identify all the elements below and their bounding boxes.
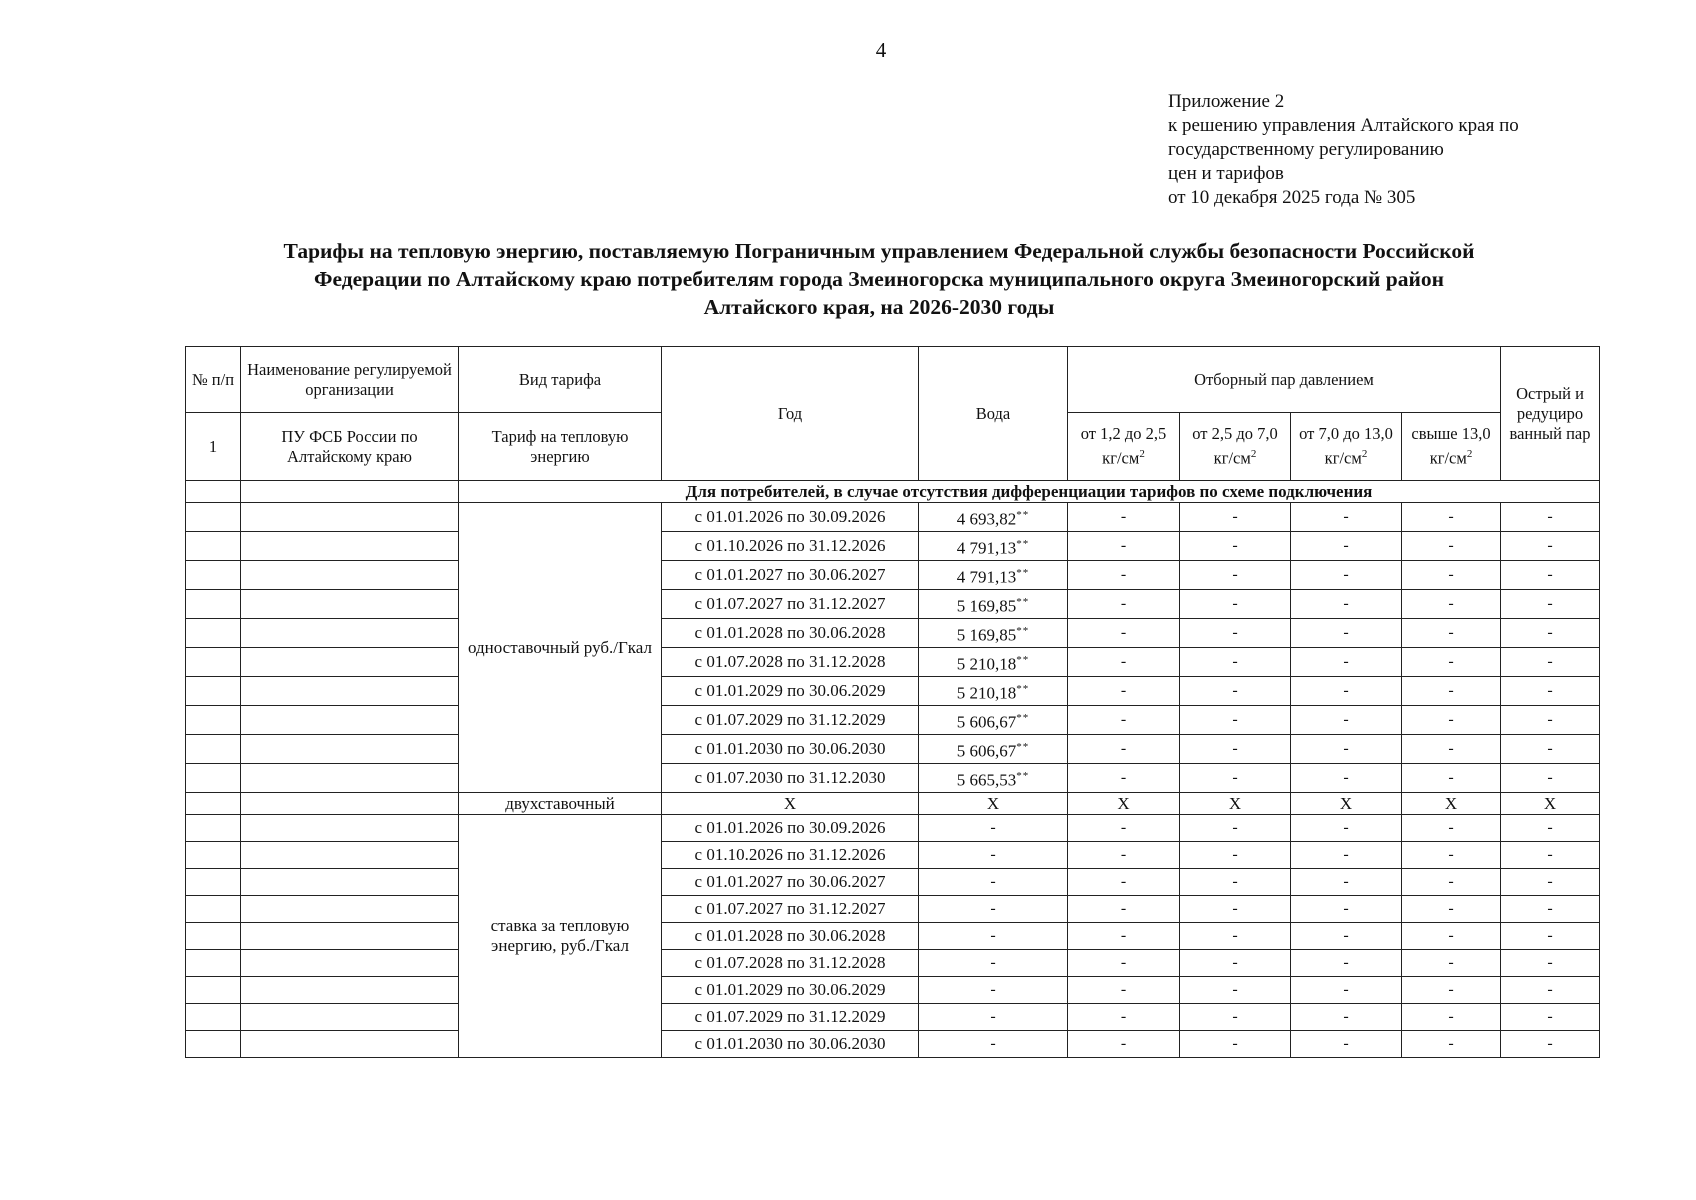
empty-cell (186, 896, 241, 923)
superscript: 2 (1139, 448, 1145, 461)
table-row (186, 1031, 1600, 1058)
empty-cell (241, 950, 459, 977)
empty-cell (186, 923, 241, 950)
table-row (186, 619, 1600, 648)
period-cell: с 01.01.2026 по 30.09.2026 (662, 503, 919, 532)
dash-cell: - (1501, 619, 1600, 648)
dash-cell: - (1180, 896, 1291, 923)
dash-cell: - (1180, 842, 1291, 869)
water-value-cell (919, 532, 1068, 561)
title-line: Тарифы на тепловую энергию, поставляемую Пограничным управлением Федеральной службы безопасности Российской (283, 239, 1475, 263)
period-cell: с 01.01.2027 по 30.06.2027 (662, 561, 919, 590)
period-cell: с 01.01.2030 по 30.06.2030 (662, 735, 919, 764)
water-value: 5 665,53 (956, 770, 1017, 790)
dash-cell: - (1291, 706, 1402, 735)
dash-cell: - (1402, 561, 1501, 590)
empty-cell (186, 950, 241, 977)
table-row (186, 677, 1600, 706)
dash-cell: - (1068, 706, 1180, 735)
period-cell: с 01.07.2030 по 31.12.2030 (662, 764, 919, 793)
dash-cell: - (1291, 977, 1402, 1004)
dash-cell: - (1068, 869, 1180, 896)
x-cell: X (1501, 793, 1600, 815)
dash-cell: - (1180, 648, 1291, 677)
single-rate-label: одноставочный руб./Гкал (459, 503, 662, 793)
table-row (186, 648, 1600, 677)
dash-cell: - (1068, 1004, 1180, 1031)
dash-cell: - (1180, 503, 1291, 532)
empty-cell (241, 815, 459, 842)
dash-cell: - (1291, 619, 1402, 648)
empty-cell (186, 764, 241, 793)
dash-cell: - (1402, 619, 1501, 648)
empty-cell (241, 648, 459, 677)
dash-cell: - (1402, 896, 1501, 923)
footnote-mark: ** (1016, 566, 1030, 579)
empty-cell (241, 561, 459, 590)
dash-cell: - (1068, 735, 1180, 764)
footnote-mark: ** (1016, 508, 1030, 521)
header-steam-group: Отборный пар давлением (1068, 347, 1501, 413)
section-title: Для потребителей, в случае отсутствия дифференциации тарифов по схеме подключения (459, 481, 1600, 503)
x-cell: X (919, 793, 1068, 815)
footnote-mark: ** (1016, 711, 1030, 724)
org-tariff: Тариф на тепловую энергию (459, 413, 662, 481)
dash-cell: - (1068, 590, 1180, 619)
superscript: 2 (1466, 448, 1473, 461)
dash-cell: - (1501, 503, 1600, 532)
empty-cell (241, 735, 459, 764)
dash-cell: - (1501, 561, 1600, 590)
dash-cell: - (1068, 896, 1180, 923)
footnote-mark: ** (1016, 653, 1030, 666)
water-value: 5 169,85 (956, 625, 1017, 645)
x-cell: X (1402, 793, 1501, 815)
table-row (186, 923, 1600, 950)
dash-cell: - (1402, 590, 1501, 619)
dash-cell: - (919, 869, 1068, 896)
dash-cell: - (1291, 815, 1402, 842)
pressure-label: от 7,0 до 13,0 кг/см (1299, 424, 1393, 468)
dash-cell: - (1291, 590, 1402, 619)
dash-cell: - (1501, 842, 1600, 869)
dash-cell: - (1068, 950, 1180, 977)
footnote-mark: ** (1016, 624, 1030, 637)
empty-cell (186, 793, 241, 815)
footnote-mark: ** (1016, 682, 1030, 695)
page-number: 4 (875, 38, 887, 62)
appendix-line: от 10 декабря 2025 года № 305 (1168, 187, 1416, 208)
table-row (186, 793, 1600, 815)
water-value: 4 791,13 (956, 567, 1017, 587)
dash-cell: - (1291, 735, 1402, 764)
dash-cell: - (1068, 923, 1180, 950)
dash-cell: - (1402, 923, 1501, 950)
header-sharp-steam: Острый и редуциро ванный пар (1501, 347, 1600, 481)
dash-cell: - (1180, 590, 1291, 619)
water-value: 4 791,13 (956, 538, 1017, 558)
water-value-cell (919, 590, 1068, 619)
dash-cell: - (1291, 923, 1402, 950)
water-value: 5 210,18 (956, 683, 1017, 703)
header-pressure-4 (1402, 413, 1501, 481)
dash-cell: - (1402, 869, 1501, 896)
dash-cell: - (1291, 1004, 1402, 1031)
empty-cell (241, 532, 459, 561)
empty-cell (186, 735, 241, 764)
dash-cell: - (1180, 706, 1291, 735)
dash-cell: - (1180, 977, 1291, 1004)
dash-cell: - (919, 950, 1068, 977)
x-cell: X (662, 793, 919, 815)
dash-cell: - (1501, 1004, 1600, 1031)
period-cell: с 01.07.2028 по 31.12.2028 (662, 950, 919, 977)
dash-cell: - (1180, 815, 1291, 842)
empty-cell (241, 923, 459, 950)
dash-cell: - (1402, 735, 1501, 764)
dash-cell: - (1291, 1031, 1402, 1058)
table-row (186, 706, 1600, 735)
org-num: 1 (186, 413, 241, 481)
table-row (186, 896, 1600, 923)
dash-cell: - (1291, 764, 1402, 793)
empty-cell (241, 896, 459, 923)
dash-cell: - (1068, 977, 1180, 1004)
dash-cell: - (1068, 1031, 1180, 1058)
period-cell: с 01.07.2028 по 31.12.2028 (662, 648, 919, 677)
empty-cell (241, 677, 459, 706)
period-cell: с 01.01.2029 по 30.06.2029 (662, 977, 919, 1004)
dash-cell: - (1291, 842, 1402, 869)
empty-cell (186, 503, 241, 532)
empty-cell (241, 977, 459, 1004)
title-line: Алтайского края, на 2026-2030 годы (703, 295, 1055, 319)
dash-cell: - (1180, 923, 1291, 950)
footnote-mark: ** (1016, 769, 1030, 782)
period-cell: с 01.10.2026 по 31.12.2026 (662, 532, 919, 561)
empty-cell (241, 1031, 459, 1058)
dash-cell: - (1501, 977, 1600, 1004)
empty-cell (186, 561, 241, 590)
table-row (186, 950, 1600, 977)
water-value-cell (919, 706, 1068, 735)
empty-cell (241, 590, 459, 619)
table-row (186, 764, 1600, 793)
appendix-note (1168, 90, 1519, 210)
water-value-cell (919, 503, 1068, 532)
empty-cell (241, 869, 459, 896)
period-cell: с 01.10.2026 по 31.12.2026 (662, 842, 919, 869)
empty-cell (241, 503, 459, 532)
empty-cell (186, 1031, 241, 1058)
dash-cell: - (1501, 648, 1600, 677)
empty-cell (241, 481, 459, 503)
empty-cell (241, 1004, 459, 1031)
empty-cell (186, 590, 241, 619)
dash-cell: - (1068, 842, 1180, 869)
period-cell: с 01.01.2030 по 30.06.2030 (662, 1031, 919, 1058)
tariff-table (185, 346, 1600, 1058)
empty-cell (241, 842, 459, 869)
dash-cell: - (1402, 1031, 1501, 1058)
table-row (186, 1004, 1600, 1031)
empty-cell (241, 619, 459, 648)
table-row (186, 590, 1600, 619)
dash-cell: - (1501, 923, 1600, 950)
dash-cell: - (1402, 1004, 1501, 1031)
water-value: 4 693,82 (956, 509, 1017, 529)
dash-cell: - (1068, 648, 1180, 677)
dash-cell: - (1402, 977, 1501, 1004)
dash-cell: - (1291, 648, 1402, 677)
empty-cell (186, 481, 241, 503)
water-value: 5 169,85 (956, 596, 1017, 616)
dash-cell: - (1402, 706, 1501, 735)
empty-cell (241, 706, 459, 735)
period-cell: с 01.07.2029 по 31.12.2029 (662, 1004, 919, 1031)
appendix-line: государственному регулированию (1168, 139, 1444, 160)
dash-cell: - (1501, 590, 1600, 619)
dash-cell: - (1402, 532, 1501, 561)
header-year: Год (662, 347, 919, 481)
table-row (186, 503, 1600, 532)
empty-cell (241, 793, 459, 815)
empty-cell (186, 977, 241, 1004)
water-value: 5 606,67 (956, 741, 1017, 761)
water-value-cell (919, 648, 1068, 677)
empty-cell (241, 764, 459, 793)
table-row (186, 842, 1600, 869)
table-row (186, 869, 1600, 896)
dash-cell: - (1068, 561, 1180, 590)
dash-cell: - (1291, 950, 1402, 977)
empty-cell (186, 1004, 241, 1031)
dash-cell: - (1402, 815, 1501, 842)
water-value-cell (919, 619, 1068, 648)
dash-cell: - (1291, 503, 1402, 532)
superscript: 2 (1361, 448, 1368, 461)
water-value-cell (919, 677, 1068, 706)
dash-cell: - (1402, 842, 1501, 869)
dash-cell: - (1180, 950, 1291, 977)
appendix-line: цен и тарифов (1168, 163, 1284, 184)
dash-cell: - (1180, 764, 1291, 793)
heat-rate-label: ставка за тепловую энергию, руб./Гкал (459, 815, 662, 1058)
dash-cell: - (1501, 1031, 1600, 1058)
x-cell: X (1291, 793, 1402, 815)
dash-cell: - (1501, 764, 1600, 793)
dash-cell: - (1180, 561, 1291, 590)
empty-cell (186, 815, 241, 842)
superscript: 2 (1250, 448, 1257, 461)
dash-cell: - (1501, 735, 1600, 764)
dash-cell: - (1402, 648, 1501, 677)
dash-cell: - (1180, 619, 1291, 648)
two-rate-label: двухставочный (459, 793, 662, 815)
dash-cell: - (1180, 869, 1291, 896)
period-cell: с 01.01.2028 по 30.06.2028 (662, 619, 919, 648)
footnote-mark: ** (1016, 740, 1030, 753)
pressure-label: свыше 13,0 кг/см (1411, 424, 1491, 468)
empty-cell (186, 648, 241, 677)
empty-cell (186, 532, 241, 561)
dash-cell: - (1402, 503, 1501, 532)
period-cell: с 01.01.2029 по 30.06.2029 (662, 677, 919, 706)
footnote-mark: ** (1016, 595, 1030, 608)
x-cell: X (1180, 793, 1291, 815)
dash-cell: - (1180, 677, 1291, 706)
table-row (186, 532, 1600, 561)
water-value: 5 210,18 (956, 654, 1017, 674)
header-pressure-1 (1068, 413, 1180, 481)
dash-cell: - (1501, 869, 1600, 896)
empty-cell (186, 842, 241, 869)
period-cell: с 01.07.2029 по 31.12.2029 (662, 706, 919, 735)
header-org: Наименование регулируемой организации (241, 347, 459, 413)
dash-cell: - (1291, 532, 1402, 561)
dash-cell: - (1402, 950, 1501, 977)
water-value-cell (919, 735, 1068, 764)
dash-cell: - (1501, 896, 1600, 923)
title-line: Федерации по Алтайскому краю потребителям города Змеиногорска муниципального округа Змеиногорский район (314, 267, 1444, 291)
water-value: 5 606,67 (956, 712, 1017, 732)
x-cell: X (1068, 793, 1180, 815)
dash-cell: - (919, 842, 1068, 869)
empty-cell (186, 869, 241, 896)
dash-cell: - (1180, 1004, 1291, 1031)
dash-cell: - (919, 977, 1068, 1004)
dash-cell: - (1180, 1031, 1291, 1058)
dash-cell: - (919, 1031, 1068, 1058)
header-water: Вода (919, 347, 1068, 481)
dash-cell: - (1180, 532, 1291, 561)
dash-cell: - (1402, 764, 1501, 793)
header-num: № п/п (186, 347, 241, 413)
appendix-line: Приложение 2 (1168, 91, 1285, 112)
dash-cell: - (919, 923, 1068, 950)
empty-cell (186, 706, 241, 735)
period-cell: с 01.07.2027 по 31.12.2027 (662, 896, 919, 923)
water-value-cell (919, 764, 1068, 793)
empty-cell (186, 619, 241, 648)
table-row (186, 977, 1600, 1004)
period-cell: с 01.01.2028 по 30.06.2028 (662, 923, 919, 950)
table-row (186, 735, 1600, 764)
dash-cell: - (1291, 677, 1402, 706)
pressure-label: от 2,5 до 7,0 кг/см (1192, 424, 1278, 468)
org-name: ПУ ФСБ России по Алтайскому краю (241, 413, 459, 481)
dash-cell: - (1068, 503, 1180, 532)
empty-cell (186, 677, 241, 706)
dash-cell: - (1291, 869, 1402, 896)
document-title (200, 237, 1558, 321)
period-cell: с 01.01.2026 по 30.09.2026 (662, 815, 919, 842)
dash-cell: - (1068, 815, 1180, 842)
dash-cell: - (919, 815, 1068, 842)
dash-cell: - (1291, 561, 1402, 590)
dash-cell: - (1291, 896, 1402, 923)
pressure-label: от 1,2 до 2,5 кг/см (1080, 424, 1167, 468)
header-tariff-type: Вид тарифа (459, 347, 662, 413)
period-cell: с 01.01.2027 по 30.06.2027 (662, 869, 919, 896)
dash-cell: - (1501, 677, 1600, 706)
dash-cell: - (1068, 677, 1180, 706)
dash-cell: - (919, 896, 1068, 923)
dash-cell: - (1501, 706, 1600, 735)
dash-cell: - (1501, 532, 1600, 561)
period-cell: с 01.07.2027 по 31.12.2027 (662, 590, 919, 619)
dash-cell: - (1068, 532, 1180, 561)
dash-cell: - (919, 1004, 1068, 1031)
appendix-line: к решению управления Алтайского края по (1168, 115, 1519, 136)
header-pressure-2 (1180, 413, 1291, 481)
dash-cell: - (1402, 677, 1501, 706)
table-row (186, 815, 1600, 842)
dash-cell: - (1068, 619, 1180, 648)
dash-cell: - (1501, 950, 1600, 977)
dash-cell: - (1068, 764, 1180, 793)
table-row (186, 561, 1600, 590)
dash-cell: - (1180, 735, 1291, 764)
dash-cell: - (1501, 815, 1600, 842)
water-value-cell (919, 561, 1068, 590)
header-pressure-3 (1291, 413, 1402, 481)
footnote-mark: ** (1016, 537, 1030, 550)
